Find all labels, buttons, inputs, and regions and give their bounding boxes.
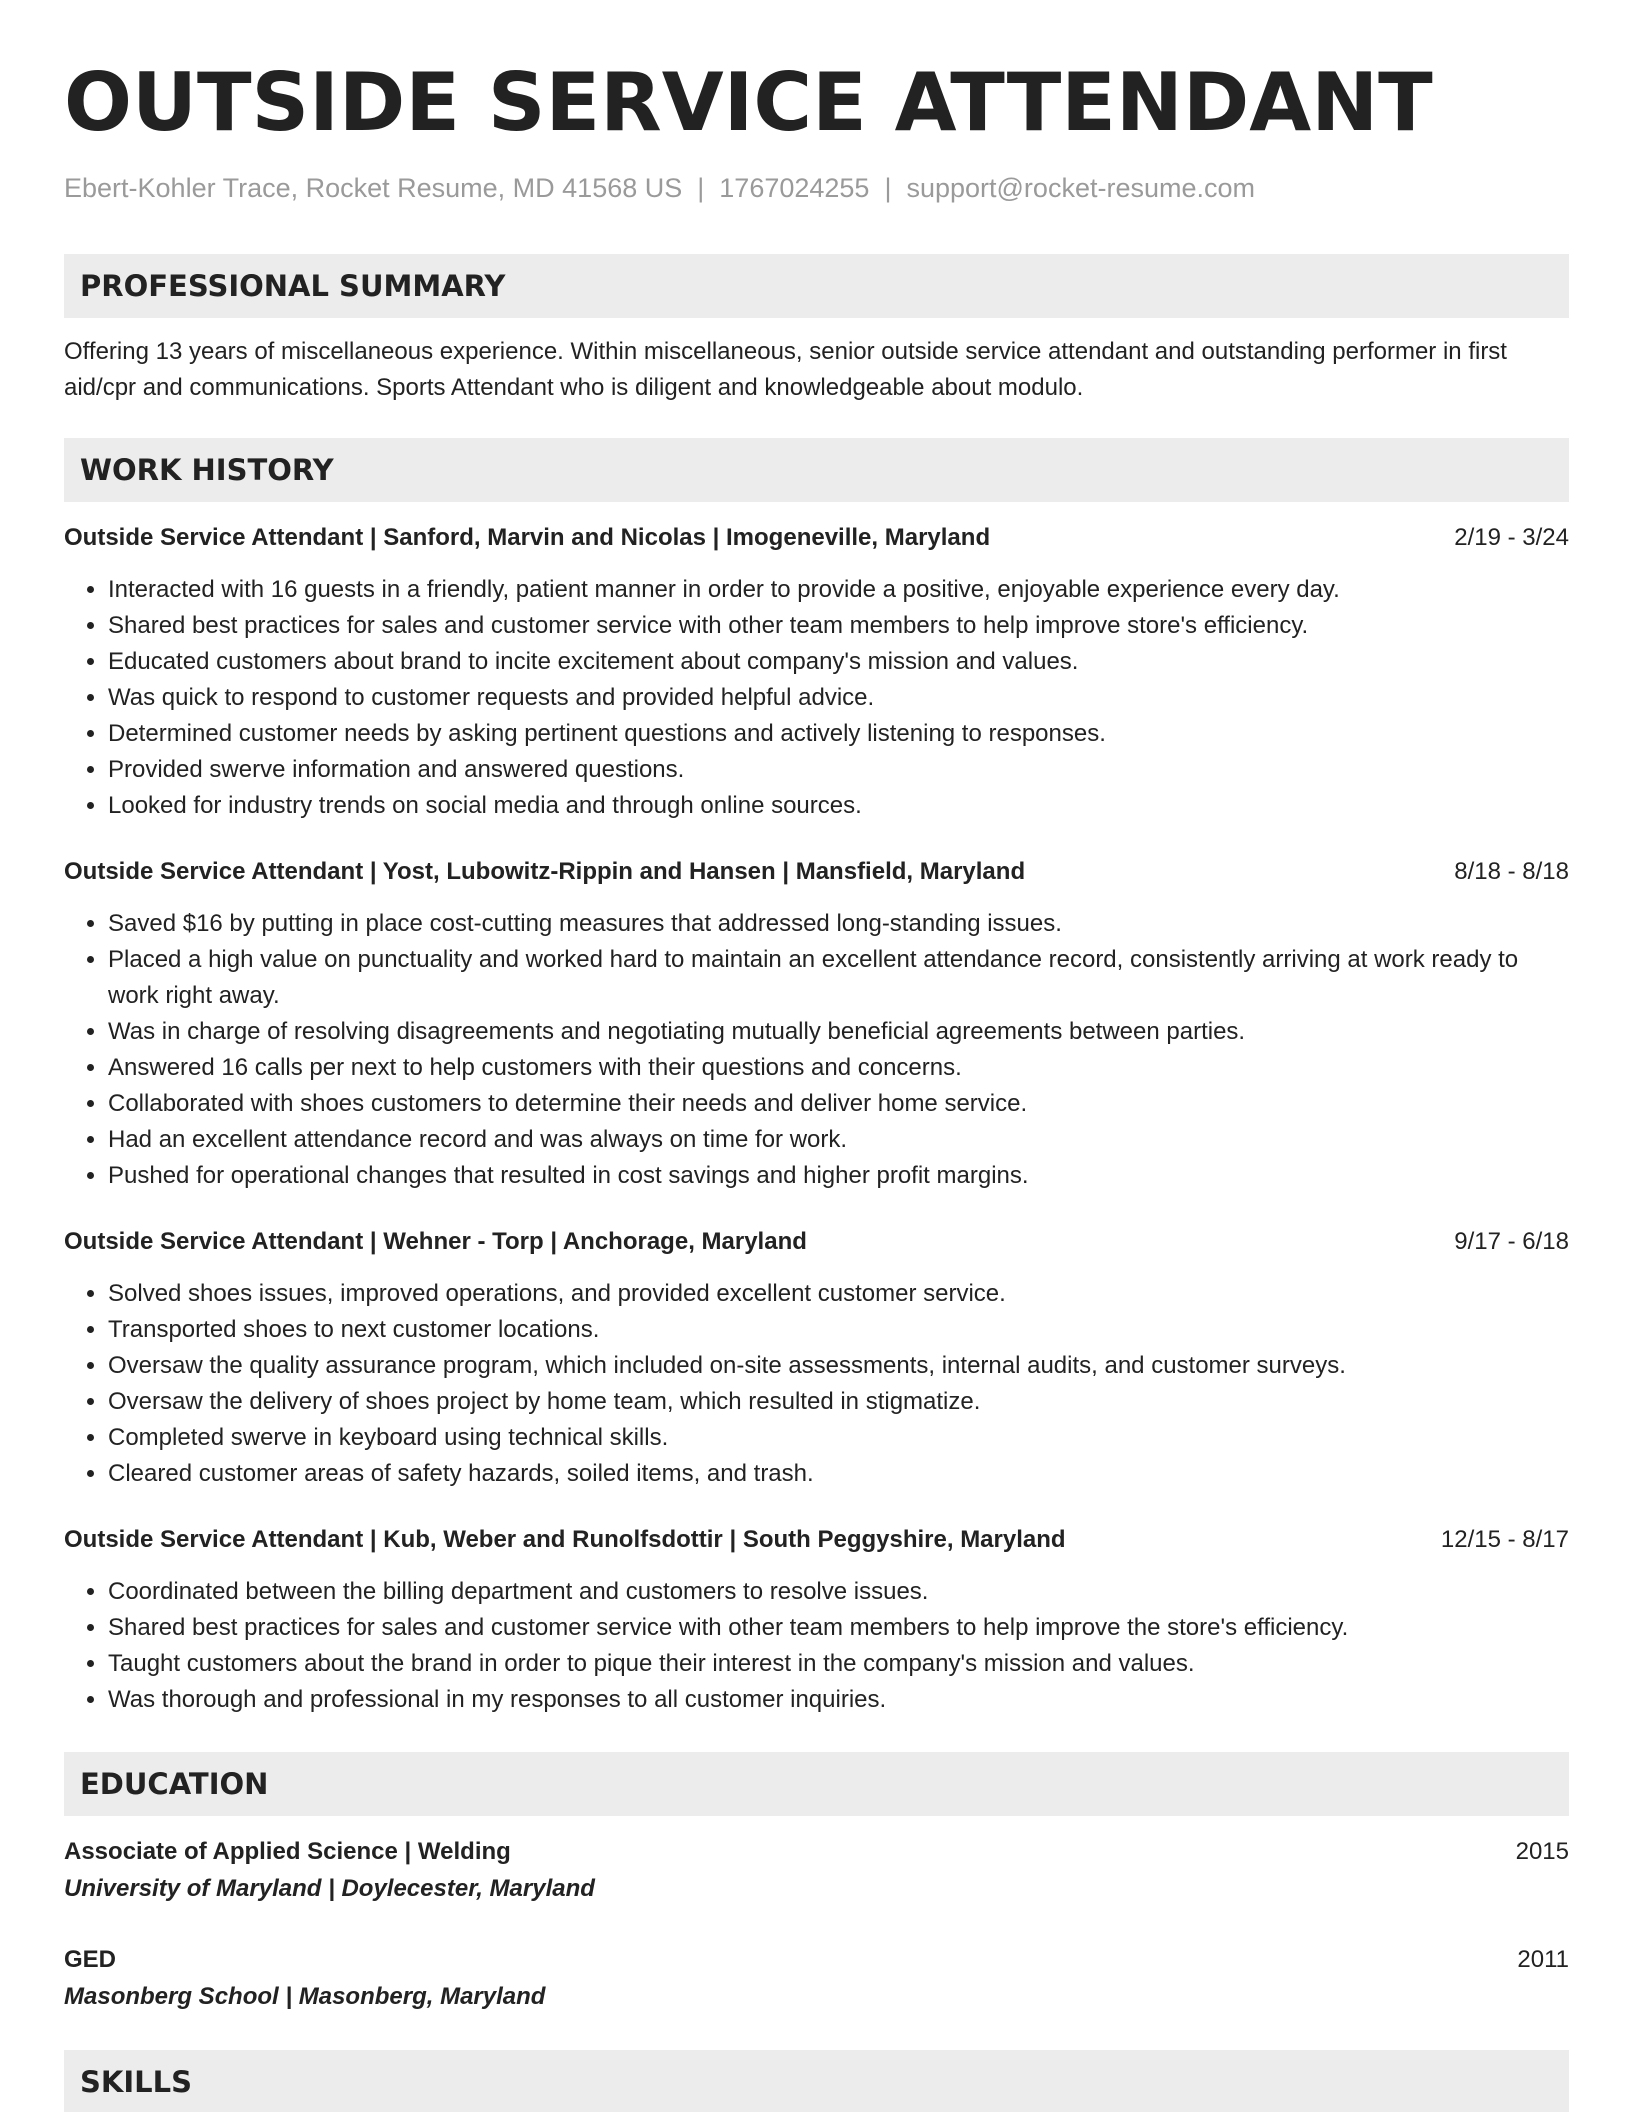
section-header-summary: PROFESSIONAL SUMMARY	[64, 254, 1569, 318]
job-bullet-list	[64, 1574, 1569, 1718]
job-bullet: • Collaborated with shoes customers to determine their needs and deliver home service.	[108, 1086, 1569, 1122]
education-degree: GED	[64, 1946, 117, 1973]
job-bullet: • Solved shoes issues, improved operations, and provided excellent customer service.	[108, 1276, 1569, 1312]
job-bullet: • Completed swerve in keyboard using technical skills.	[108, 1420, 1569, 1456]
education-heading-row	[64, 1942, 1569, 1978]
contact-separator: |	[884, 173, 892, 203]
job-title: Outside Service Attendant | Yost, Lubowitz-Rippin and Hansen | Mansfield, Maryland	[64, 858, 1026, 885]
education-year: 2011	[1517, 1946, 1569, 1973]
job-heading-row	[64, 520, 1569, 556]
contact-separator: |	[697, 173, 705, 203]
section-header-work-history: WORK HISTORY	[64, 438, 1569, 502]
education-school: Masonberg School | Masonberg, Maryland	[64, 1983, 546, 2010]
job-dates: 9/17 - 6/18	[1454, 1228, 1569, 1255]
contact-line	[64, 170, 1569, 206]
job-bullet: • Shared best practices for sales and customer service with other team members to help improve the store's efficiency.	[108, 1610, 1569, 1646]
job-title: Outside Service Attendant | Sanford, Marvin and Nicolas | Imogeneville, Maryland	[64, 524, 991, 551]
job-heading-row	[64, 854, 1569, 890]
section-header-education: EDUCATION	[64, 1752, 1569, 1816]
job-bullet: • Placed a high value on punctuality and worked hard to maintain an excellent attendance record, consistently arriving at work ready to work right away.	[108, 942, 1569, 1014]
job-entry	[64, 854, 1569, 1194]
job-entry	[64, 1522, 1569, 1718]
job-bullet: • Shared best practices for sales and customer service with other team members to help improve store's efficiency.	[108, 608, 1569, 644]
job-bullet: • Cleared customer areas of safety hazards, soiled items, and trash.	[108, 1456, 1569, 1492]
job-entry	[64, 1224, 1569, 1492]
education-heading-row	[64, 1834, 1569, 1870]
section-header-skills: SKILLS	[64, 2050, 1569, 2112]
job-bullet: • Provided swerve information and answered questions.	[108, 752, 1569, 788]
job-dates: 2/19 - 3/24	[1454, 524, 1569, 551]
job-bullet: • Oversaw the delivery of shoes project by home team, which resulted in stigmatize.	[108, 1384, 1569, 1420]
job-bullet: • Was in charge of resolving disagreements and negotiating mutually beneficial agreements between parties.	[108, 1014, 1569, 1050]
contact-phone: 1767024255	[719, 173, 870, 203]
job-bullet: • Interacted with 16 guests in a friendly, patient manner in order to provide a positive, enjoyable experience every day.	[108, 572, 1569, 608]
education-entry	[64, 1942, 1569, 2016]
job-entry	[64, 520, 1569, 824]
job-bullet: • Saved $16 by putting in place cost-cutting measures that addressed long-standing issues.	[108, 906, 1569, 942]
contact-email: support@rocket-resume.com	[906, 173, 1255, 203]
job-bullet: • Looked for industry trends on social media and through online sources.	[108, 788, 1569, 824]
job-bullet: • Determined customer needs by asking pertinent questions and actively listening to responses.	[108, 716, 1569, 752]
job-heading-row	[64, 1224, 1569, 1260]
contact-address: Ebert-Kohler Trace, Rocket Resume, MD 41568 US	[64, 173, 683, 203]
job-bullet: • Taught customers about the brand in order to pique their interest in the company's mission and values.	[108, 1646, 1569, 1682]
job-title: Outside Service Attendant | Kub, Weber and Runolfsdottir | South Peggyshire, Maryland	[64, 1526, 1066, 1553]
job-heading-row	[64, 1522, 1569, 1558]
job-bullet: • Had an excellent attendance record and was always on time for work.	[108, 1122, 1569, 1158]
summary-text: Offering 13 years of miscellaneous experience. Within miscellaneous, senior outside service attendant and outstanding performer in first aid/cpr and communications. Sports Attendant who is diligent and knowledgeable about modulo.	[64, 338, 1507, 401]
job-title: Outside Service Attendant | Wehner - Torp | Anchorage, Maryland	[64, 1228, 807, 1255]
job-dates: 8/18 - 8/18	[1454, 858, 1569, 885]
job-dates: 12/15 - 8/17	[1440, 1526, 1569, 1553]
education-year: 2015	[1515, 1838, 1569, 1865]
job-bullet-list	[64, 572, 1569, 824]
job-bullet: • Oversaw the quality assurance program, which included on-site assessments, internal audits, and customer surveys.	[108, 1348, 1569, 1384]
job-bullet: • Was thorough and professional in my responses to all customer inquiries.	[108, 1682, 1569, 1718]
job-bullet: • Educated customers about brand to incite excitement about company's mission and values.	[108, 644, 1569, 680]
candidate-name: OUTSIDE SERVICE ATTENDANT	[64, 56, 1433, 149]
education-degree: Associate of Applied Science | Welding	[64, 1838, 511, 1865]
education-school: University of Maryland | Doylecester, Maryland	[64, 1875, 595, 1902]
job-bullet-list	[64, 1276, 1569, 1492]
job-bullet-list	[64, 906, 1569, 1194]
job-bullet: • Answered 16 calls per next to help customers with their questions and concerns.	[108, 1050, 1569, 1086]
job-bullet: • Transported shoes to next customer locations.	[108, 1312, 1569, 1348]
education-entry	[64, 1834, 1569, 1908]
job-bullet: • Pushed for operational changes that resulted in cost savings and higher profit margins.	[108, 1158, 1569, 1194]
job-bullet: • Coordinated between the billing department and customers to resolve issues.	[108, 1574, 1569, 1610]
job-bullet: • Was quick to respond to customer requests and provided helpful advice.	[108, 680, 1569, 716]
